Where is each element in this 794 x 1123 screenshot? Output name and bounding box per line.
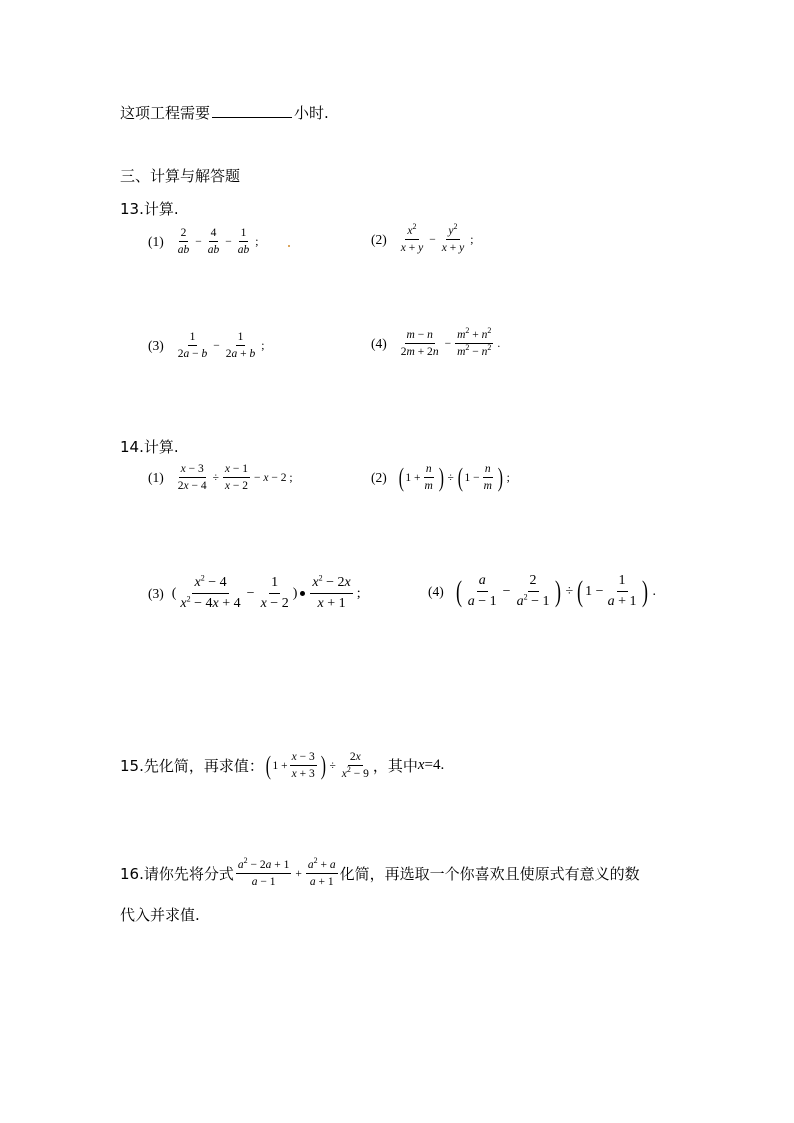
math-expression: $\frac{x^2}{x + y}$ − $\frac{y^2}{x + y}$ ; bbox=[400, 222, 474, 254]
item-number: (3) bbox=[148, 585, 164, 601]
q14-item-4 bbox=[428, 572, 658, 611]
stray-dot bbox=[288, 245, 290, 247]
q16-after: 化简，再选取一个你喜欢且使原式有意义的数 bbox=[339, 865, 640, 883]
item-number: (1) bbox=[148, 469, 164, 485]
math-expression: ( $\frac{x^2 - 4}{x^2 - 4x + 4}$ − $\frac{1}{x - 2}$ ) $\frac{x^2 - 2x}{x + 1}$ ; bbox=[171, 573, 361, 611]
math-expression: $\frac{m - n}{2m + 2n}$ − $\frac{m^2 + n^2}{m^2 - n^2}$ . bbox=[400, 326, 501, 358]
math-expression: ( 1 + $\frac{n}{m}$ ) ÷ ( 1 − $\frac{n}{m}$ ) ; bbox=[398, 462, 510, 492]
q14-item-2 bbox=[371, 462, 512, 493]
q15-variable: x bbox=[417, 757, 425, 773]
q16-before: 16.请你先将分式 bbox=[120, 865, 234, 883]
item-number: (2) bbox=[371, 469, 387, 485]
math-expression: $\frac{2}{ab}$ − $\frac{4}{ab}$ − $\frac{1}{ab}$ ; bbox=[177, 227, 259, 256]
q15 bbox=[120, 750, 444, 781]
q15-value: =4. bbox=[424, 757, 445, 773]
q16 bbox=[120, 858, 640, 889]
q14-title: 14.计算. bbox=[120, 438, 179, 456]
item-number: (4) bbox=[428, 583, 444, 599]
q13-item-2 bbox=[371, 224, 475, 255]
q14-item-1 bbox=[148, 462, 295, 493]
math-expression: $\frac{a^2 - 2a + 1}{a - 1}$ + $\frac{a^2 + a}{a + 1}$ bbox=[237, 856, 336, 888]
math-expression: $\frac{1}{2a - b}$ − $\frac{1}{2a + b}$ ; bbox=[177, 331, 265, 360]
item-number: (4) bbox=[371, 335, 387, 351]
item-number: (1) bbox=[148, 233, 164, 249]
line1-before: 这项工程需要 bbox=[120, 104, 211, 122]
math-expression: ( $\frac{a}{a - 1}$ − $\frac{2}{a^2 - 1}$ ) ÷ ( 1 − $\frac{1}{a + 1}$ ) . bbox=[455, 573, 656, 609]
item-number: (2) bbox=[371, 231, 387, 247]
answer-blank[interactable] bbox=[212, 103, 292, 118]
q15-before: 15.先化简，再求值： bbox=[120, 757, 264, 775]
q13-item-1 bbox=[148, 226, 260, 257]
q16-line2: 代入并求值. bbox=[120, 906, 200, 924]
fill-in-line bbox=[120, 102, 329, 123]
math-expression: $\frac{x - 3}{2x - 4}$ ÷ $\frac{x - 1}{x - 2}$ − x − 2 ; bbox=[177, 463, 293, 492]
line1-after: 小时. bbox=[294, 104, 329, 122]
q14-item-3 bbox=[148, 574, 363, 613]
math-expression: ( 1 + $\frac{x - 3}{x + 3}$ ) ÷ $\frac{2x}{x^2 - 9}$ bbox=[265, 750, 369, 780]
q13-item-4 bbox=[371, 328, 502, 359]
q13-title: 13.计算. bbox=[120, 200, 179, 218]
section-heading: 三、计算与解答题 bbox=[120, 167, 241, 185]
q13-item-3 bbox=[148, 330, 266, 361]
item-number: (3) bbox=[148, 337, 164, 353]
q15-after: ，其中 bbox=[372, 757, 418, 775]
